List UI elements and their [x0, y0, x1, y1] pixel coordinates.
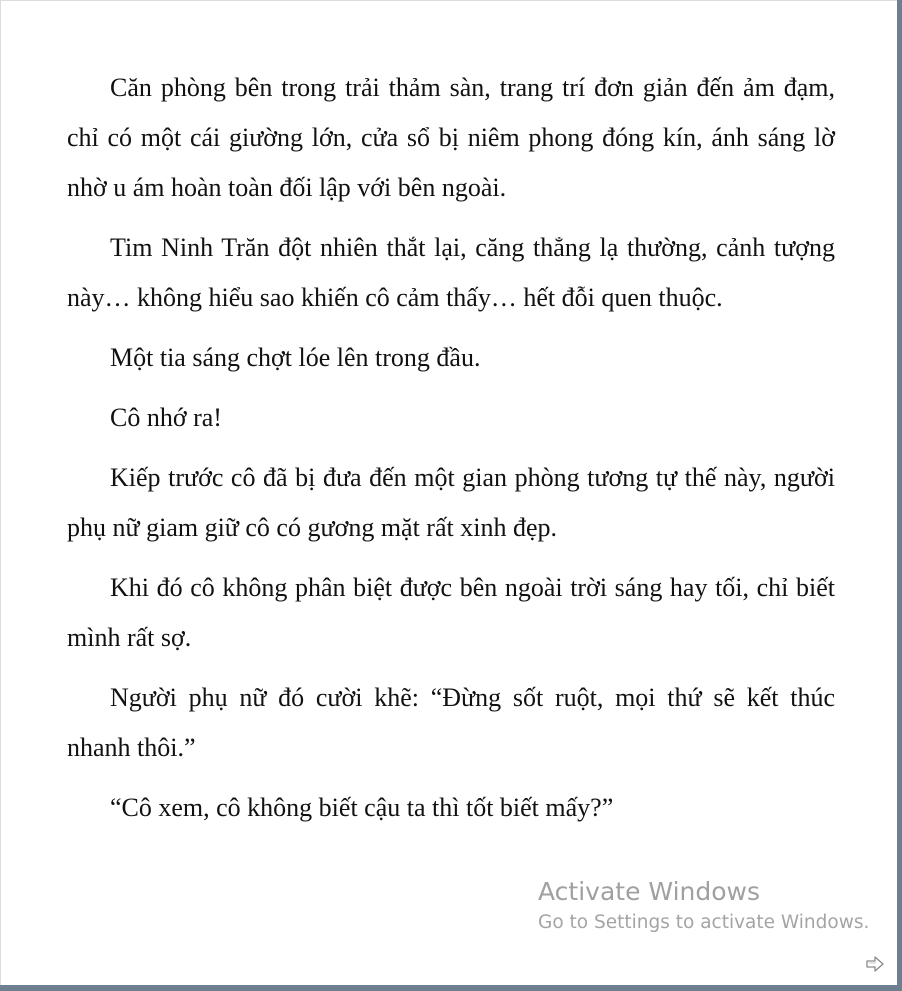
paragraph-3: Một tia sáng chợt lóe lên trong đầu.	[110, 343, 481, 372]
paragraph-7: Người phụ nữ đó cười khẽ: “Đừng sốt ruột, mọi thứ sẽ kết thúc nhanh thôi.”	[67, 683, 835, 762]
paragraph-6: Khi đó cô không phân biệt được bên ngoài trời sáng hay tối, chỉ biết mình rất sợ.	[67, 573, 835, 652]
resize-arrow-icon[interactable]	[865, 955, 885, 973]
watermark-subtitle: Go to Settings to activate Windows.	[538, 912, 870, 933]
watermark-title: Activate Windows	[538, 877, 760, 906]
document-body	[67, 63, 835, 843]
activation-watermark	[538, 875, 869, 937]
paragraph-4: Cô nhớ ra!	[110, 403, 222, 432]
paragraph-5: Kiếp trước cô đã bị đưa đến một gian phòng tương tự thế này, người phụ nữ giam giữ cô có gương mặt rất xinh đẹp.	[67, 463, 835, 542]
paragraph-1: Căn phòng bên trong trải thảm sàn, trang trí đơn giản đến ảm đạm, chỉ có một cái giường lớn, cửa sổ bị niêm phong đóng kín, ánh sáng lờ nhờ u ám hoàn toàn đối lập với bên ngoài.	[67, 73, 835, 202]
paragraph-2: Tim Ninh Trăn đột nhiên thắt lại, căng thẳng lạ thường, cảnh tượng này… không hiểu sao khiến cô cảm thấy… hết đỗi quen thuộc.	[67, 233, 835, 312]
paragraph-8: “Cô xem, cô không biết cậu ta thì tốt biết mấy?”	[110, 793, 614, 822]
